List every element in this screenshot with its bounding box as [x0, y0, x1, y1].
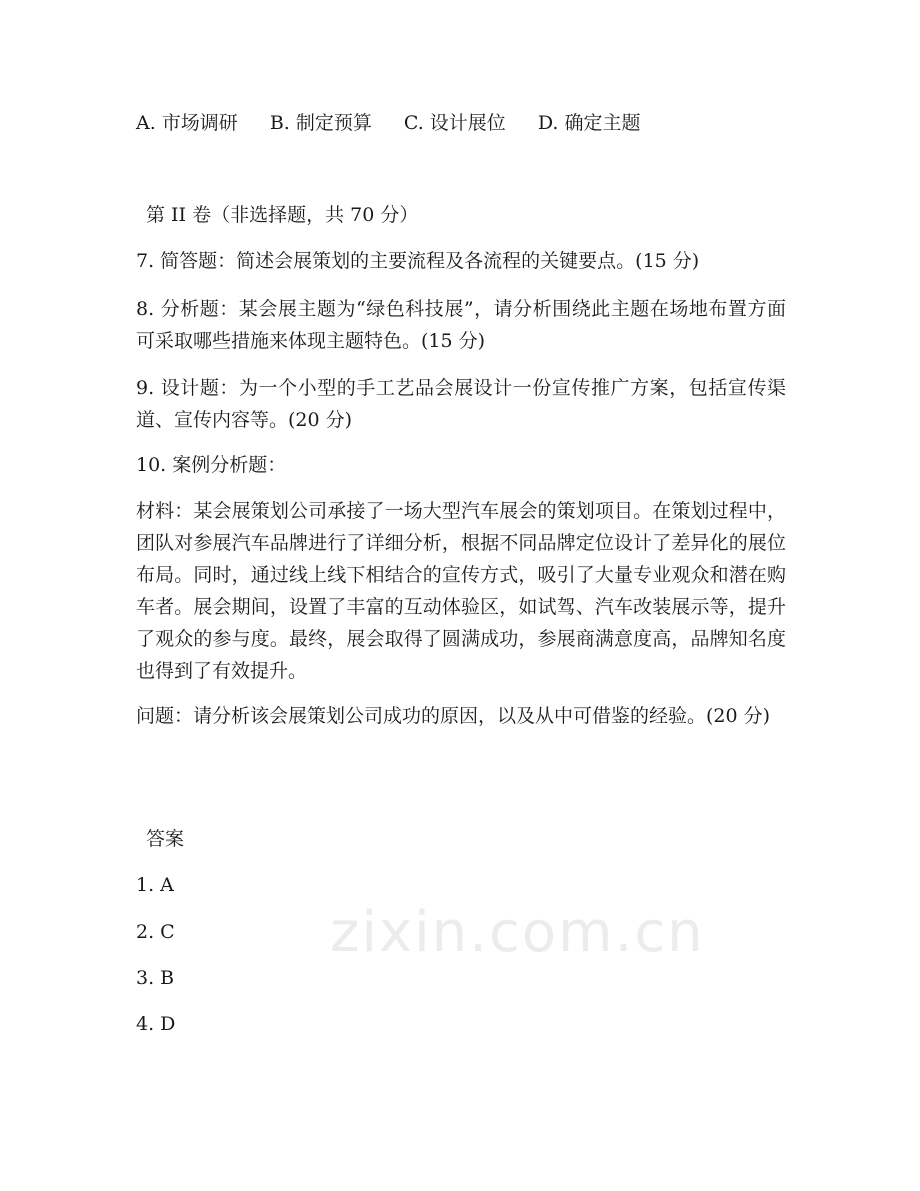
answer-item: 3. B	[136, 967, 175, 989]
question-6-options	[136, 107, 640, 139]
answer-item: 1. A	[136, 874, 174, 896]
answer-item: 4. D	[136, 1013, 176, 1035]
question-9: 9. 设计题：为一个小型的手工艺品会展设计一份宣传推广方案，包括宣传渠道、宣传内容等。(20 分)	[136, 377, 786, 431]
case-material: 材料：某会展策划公司承接了一场大型汽车展会的策划项目。在策划过程中，团队对参展汽车品牌进行了详细分析，根据不同品牌定位设计了差异化的展位布局。同时，通过线上线下相结合的宣传方式，吸引了大量专业观众和潜在购车者。展会期间，设置了丰富的互动体验区，如试驾、汽车改装展示等，提升了观众的参与度。最终，展会取得了圆满成功，参展商满意度高，品牌知名度也得到了有效提升。	[136, 500, 786, 682]
watermark: zixin.com.cn	[330, 900, 705, 965]
answer-item: 2. C	[136, 921, 175, 943]
case-question: 问题：请分析该会展策划公司成功的原因，以及从中可借鉴的经验。(20 分)	[136, 705, 771, 727]
answers-title: 答案	[146, 828, 185, 850]
section-2-title: 第 II 卷（非选择题，共 70 分）	[146, 204, 419, 226]
question-7: 7. 简答题：简述会展策划的主要流程及各流程的关键要点。(15 分)	[136, 250, 700, 272]
option-c: C. 设计展位	[403, 112, 506, 134]
question-10: 10. 案例分析题：	[136, 454, 287, 476]
option-a: A. 市场调研	[136, 112, 238, 134]
question-8: 8. 分析题：某会展主题为“绿色科技展”，请分析围绕此主题在场地布置方面可采取哪些措施来体现主题特色。(15 分)	[136, 298, 786, 352]
option-b: B. 制定预算	[269, 112, 372, 134]
option-d: D. 确定主题	[537, 112, 641, 134]
